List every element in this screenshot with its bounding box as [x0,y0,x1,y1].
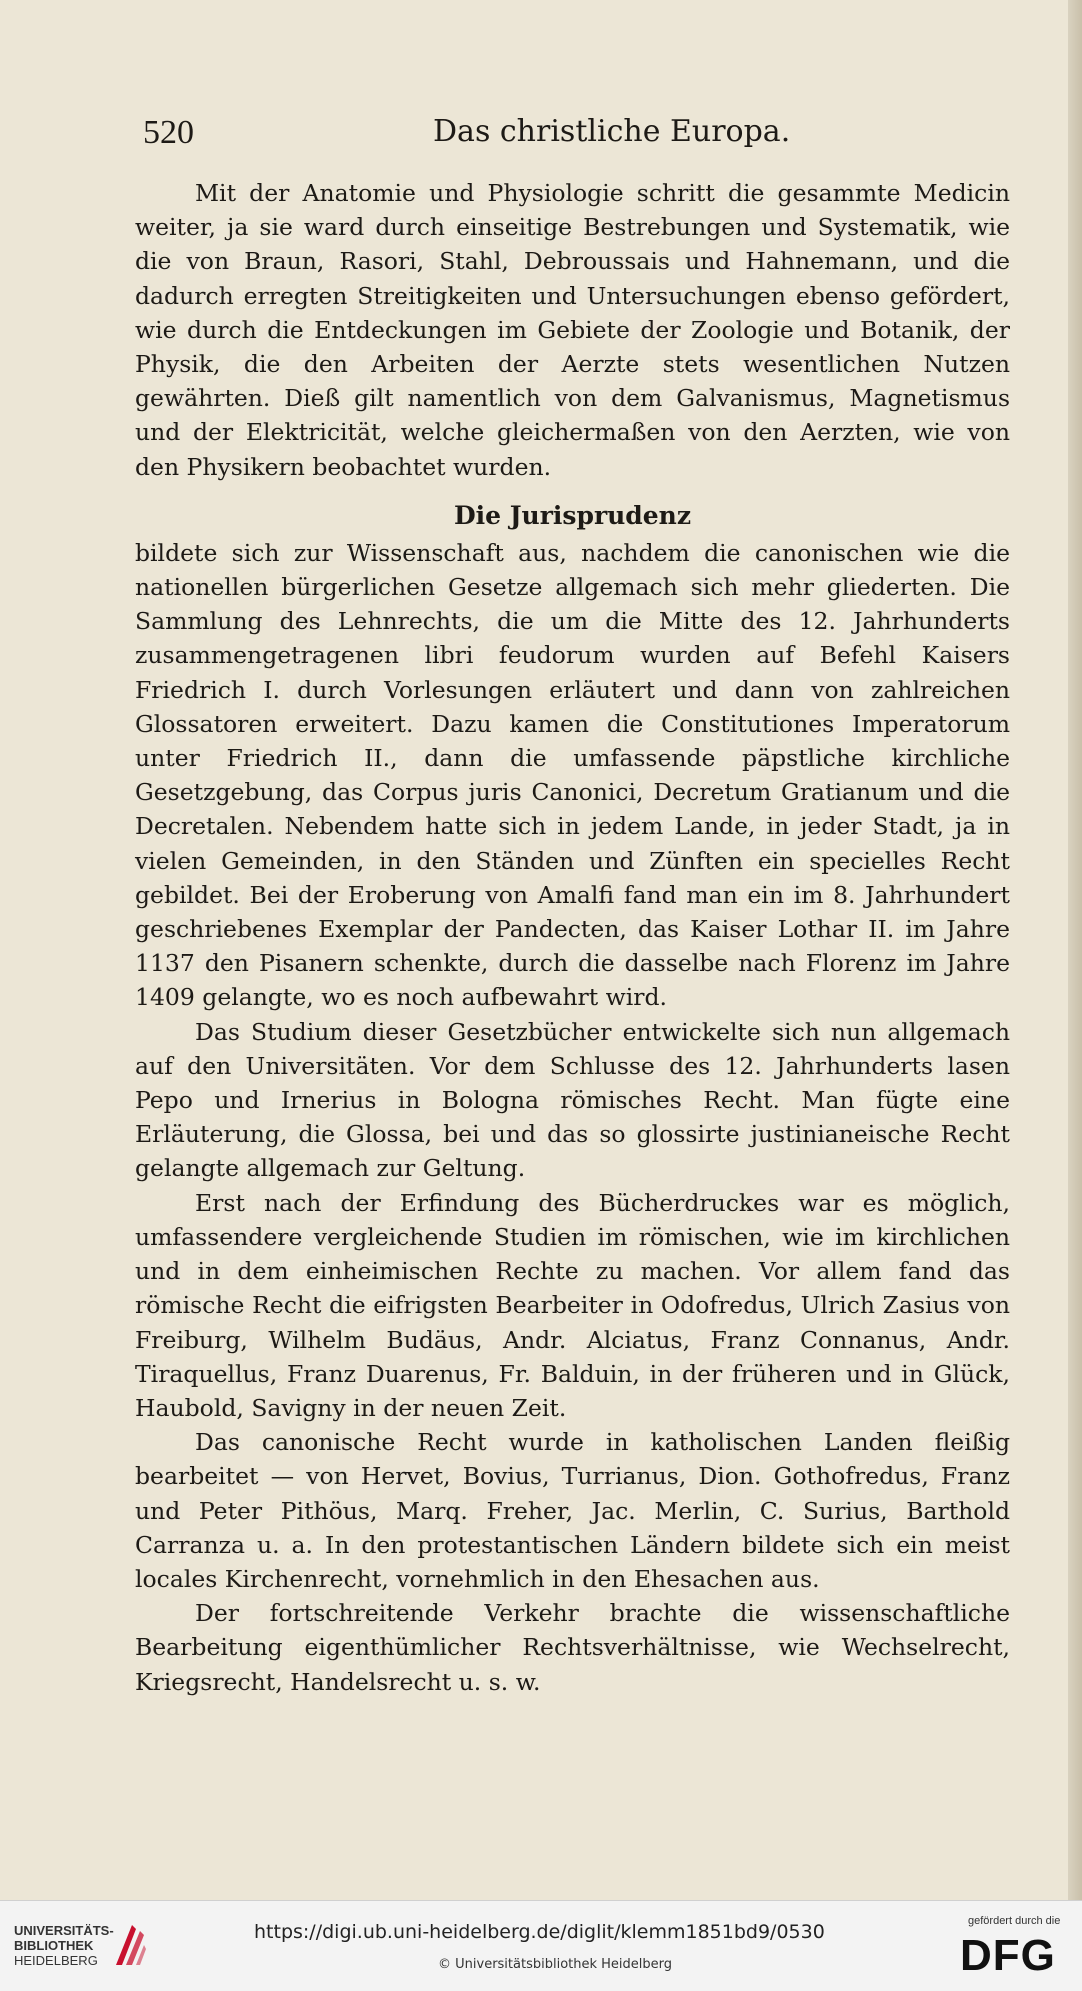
viewer-footer [0,1900,1082,1991]
paragraph-study: Das Studium dieser Gesetzbücher entwickelte sich nun allgemach auf den Universitäten. Vor dem Schlusse des 12. Jahrhunderts lasen Pepo und Irnerius in Bologna römisches Recht. Man fügte eine Erläuterung, die Glossa, bei und das so glossirte justinianeische Recht gelangte allgemach zur Geltung. [135,1017,1010,1183]
library-name-line3: HEIDELBERG [14,1953,98,1968]
dfg-logo: DFG [960,1931,1056,1980]
page-number: 520 [143,114,194,151]
paragraph-commerce: Der fortschreitende Verkehr brachte die wissenschaftliche Bearbeitung eigenthümlicher Rechtsverhältnisse, wie Wechselrecht, Kriegsrecht, Handelsrecht u. s. w. [135,1599,1010,1696]
copyright-notice: © Universitätsbibliothek Heidelberg [438,1957,673,1972]
library-logo-icon [112,1921,148,1969]
page-edge [1068,0,1082,1900]
section-heading: Die Jurisprudenz [453,500,692,530]
paragraph-printing: Erst nach der Erfindung des Bücherdruckes war es möglich, umfassendere vergleichende Studien im römischen, wie im kirchlichen und in dem einheimischen Rechte zu machen. Vor allem fand das römische Recht die eifrigsten Bearbeiter in Odofredus, Ulrich Zasius von Freiburg, Wilhelm Budäus, Andr. Alciatus, Franz Connanus, Andr. Tiraquellus, Franz Duarenus, Fr. Balduin, in der früheren und in Glück, Haubold, Savigny in der neuen Zeit. [135,1188,1010,1422]
body-text [135,176,1010,1699]
library-name-line1: UNIVERSITÄTS- [14,1923,114,1938]
paragraph-medicine: Mit der Anatomie und Physiologie schritt die gesammte Medicin weiter, ja sie ward durch einseitige Bestrebungen und Systematik, wie die von Braun, Rasori, Stahl, Debroussais und Hahnemann, und die dadurch erregten Streitigkeiten und Untersuchungen ebenso gefördert, wie durch die Entdeckungen im Gebiete der Zoologie und Botanik, der Physik, die den Arbeiten der Aerzte stets wesentlichen Nutzen gewährten. Dieß gilt namentlich von dem Galvanismus, Magnetismus und der Elektricität, welche gleichermaßen von den Aerzten, wie von den Physikern beobachtet wurden. [135,179,1010,481]
funding-note: gefördert durch die [968,1915,1061,1927]
permalink-url[interactable]: https://digi.ub.uni-heidelberg.de/diglit/klemm1851bd9/0530 [254,1921,825,1943]
library-name-line2: BIBLIOTHEK [14,1938,94,1953]
running-title: Das christliche Europa. [433,114,791,149]
library-logo-text [14,1923,114,1968]
paragraph-jurisprudence: bildete sich zur Wissenschaft aus, nachdem die canonischen wie die nationellen bürgerlichen Gesetze allgemach sich mehr gliederten. Die Sammlung des Lehnrechts, die um die Mitte des 12. Jahrhunderts zusammengetragenen libri feudorum wurden auf Befehl Kaisers Friedrich I. durch Vorlesungen erläutert und dann von zahlreichen Glossatoren erweitert. Dazu kamen die Constitutiones Imperatorum unter Friedrich II., dann die umfassende päpstliche kirchliche Gesetzgebung, das Corpus juris Canonici, Decretum Gratianum und die Decretalen. Nebendem hatte sich in jedem Lande, in jeder Stadt, ja in vielen Gemeinden, in den Ständen und Zünften ein specielles Recht gebildet. Bei der Eroberung von Amalfi fand man ein im 8. Jahrhundert geschriebenes Exemplar der Pandecten, das Kaiser Lothar II. im Jahre 1137 den Pisanern schenkte, durch die dasselbe nach Florenz im Jahre 1409 gelangte, wo es noch aufbewahrt wird. [135,538,1010,1012]
page-header [143,108,962,158]
paragraph-canonical-law: Das canonische Recht wurde in katholischen Landen fleißig bearbeitet — von Hervet, Bovius, Turrianus, Dion. Gothofredus, Franz und Peter Pithöus, Marq. Freher, Jac. Merlin, C. Surius, Barthold Carranza u. a. In den protestantischen Ländern bildete sich ein meist locales Kirchenrecht, vornehmlich in den Ehesachen aus. [135,1428,1010,1593]
